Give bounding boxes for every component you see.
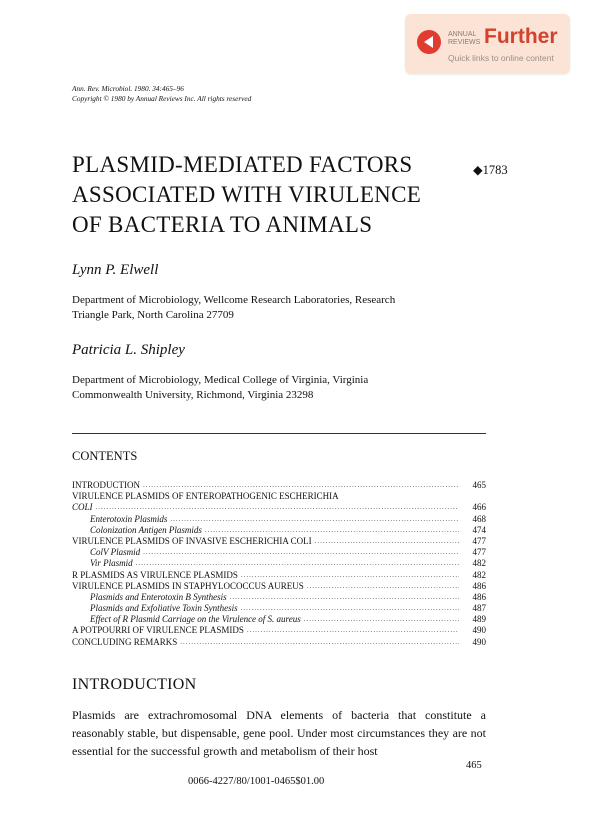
table-of-contents bbox=[72, 480, 486, 648]
toc-subentry[interactable]: Plasmids and Enterotoxin B Synthesis ..... 486 bbox=[72, 592, 486, 603]
toc-entry[interactable]: VIRULENCE PLASMIDS OF ENTEROPATHOGENIC ESCHERICHIA bbox=[72, 491, 339, 502]
journal-citation: Ann. Rev. Microbiol. 1980. 34:465–96 bbox=[72, 84, 184, 93]
badge-publisher: ANNUAL REVIEWS bbox=[448, 31, 481, 46]
article-marker: ◆1783 bbox=[473, 163, 508, 177]
toc-entry[interactable]: VIRULENCE PLASMIDS IN STAPHYLOCOCCUS AUREUS ..... 486 bbox=[72, 581, 486, 592]
section-heading: INTRODUCTION bbox=[72, 676, 197, 693]
toc-entry[interactable]: VIRULENCE PLASMIDS OF INVASIVE ESCHERICHIA COLI ..... 477 bbox=[72, 536, 486, 547]
contents-heading: CONTENTS bbox=[72, 449, 138, 463]
badge-title: Further bbox=[484, 25, 558, 48]
toc-subentry[interactable]: Enterotoxin Plasmids ..... 468 bbox=[72, 514, 486, 525]
author-affiliation: Department of Microbiology, Medical College of Virginia, Virginia Commonwealth University, Richmond, Virginia 23298 bbox=[72, 374, 369, 401]
toc-subentry[interactable]: Vir Plasmid ..... 482 bbox=[72, 558, 486, 569]
toc-entry[interactable]: CONCLUDING REMARKS ..... 490 bbox=[72, 637, 486, 648]
annual-reviews-further-badge[interactable] bbox=[405, 14, 570, 74]
toc-subentry[interactable]: Effect of R Plasmid Carriage on the Virulence of S. aureus ..... 489 bbox=[72, 614, 486, 625]
body-paragraph: Plasmids are extrachromosomal DNA elements of bacteria that constitute a reasonably stable, but dispensable, gene pool. Under most circumstances they are not essential for the successful growth and metabolism of their host bbox=[72, 708, 486, 758]
copyright-line: Copyright © 1980 by Annual Reviews Inc. All rights reserved bbox=[72, 94, 252, 103]
author-name: Lynn P. Elwell bbox=[72, 262, 159, 278]
author-name: Patricia L. Shipley bbox=[72, 342, 185, 358]
author-affiliation: Department of Microbiology, Wellcome Research Laboratories, Research Triangle Park, North Carolina 27709 bbox=[72, 294, 396, 321]
page-number: 465 bbox=[466, 760, 482, 771]
toc-entry[interactable]: R PLASMIDS AS VIRULENCE PLASMIDS ..... 482 bbox=[72, 570, 486, 581]
toc-subentry[interactable]: ColV Plasmid ..... 477 bbox=[72, 547, 486, 558]
badge-subtitle: Quick links to online content bbox=[448, 53, 554, 63]
article-title: PLASMID-MEDIATED FACTORS ASSOCIATED WITH VIRULENCE OF BACTERIA TO ANIMALS bbox=[72, 152, 422, 237]
annual-reviews-logo-icon bbox=[417, 30, 441, 54]
toc-entry[interactable]: COLI ..... 466 bbox=[72, 502, 486, 513]
toc-subentry[interactable]: Colonization Antigen Plasmids ..... 474 bbox=[72, 525, 486, 536]
toc-entry[interactable]: A POTPOURRI OF VIRULENCE PLASMIDS ..... 490 bbox=[72, 625, 486, 636]
divider bbox=[72, 433, 486, 434]
toc-entry[interactable]: INTRODUCTION ..... 465 bbox=[72, 480, 486, 491]
toc-subentry[interactable]: Plasmids and Exfoliative Toxin Synthesis ..... 487 bbox=[72, 603, 486, 614]
footer-code: 0066-4227/80/1001-0465$01.00 bbox=[188, 776, 325, 787]
